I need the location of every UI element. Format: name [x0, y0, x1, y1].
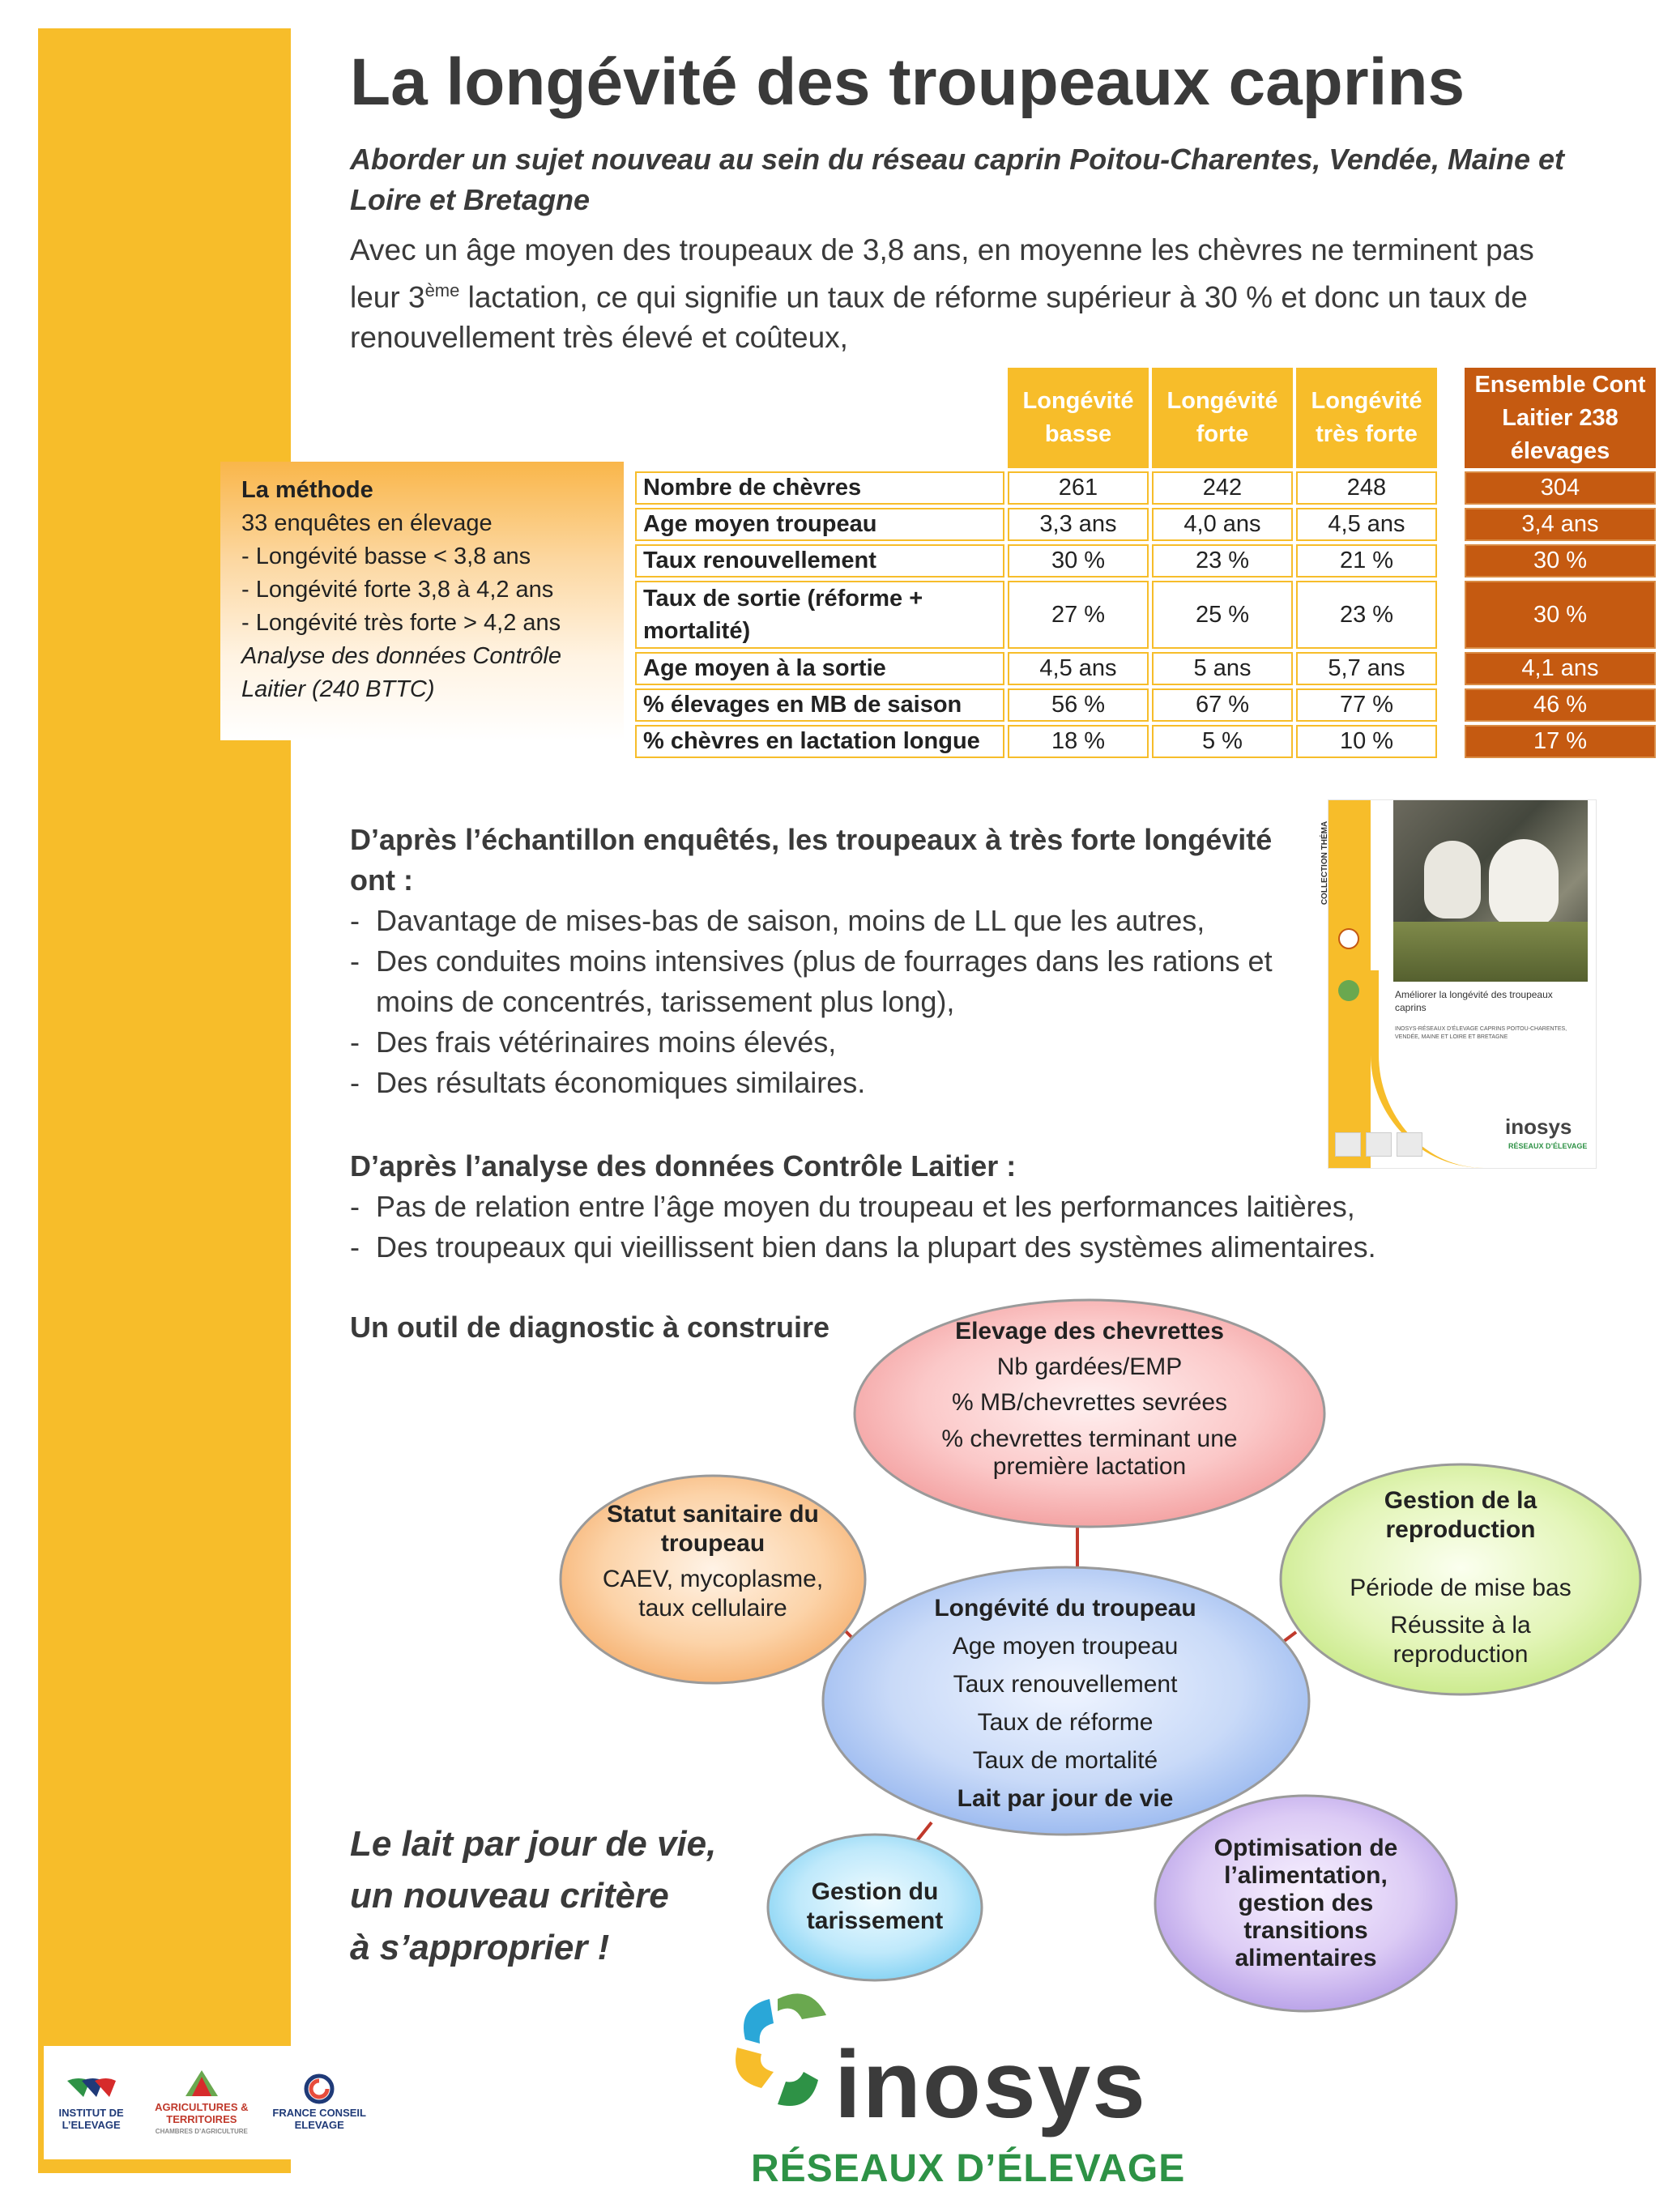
row-label: Age moyen troupeau [635, 508, 1004, 541]
page-subtitle: Aborder un sujet nouveau au sein du réseau caprin Poitou-Charentes, Vendée, Maine et Loire et Bretagne [350, 143, 1564, 216]
cell: 30 % [1008, 544, 1149, 578]
bubble-right-title: Gestion de la reproduction [1384, 1487, 1537, 1543]
ensemble-cell: 46 % [1465, 688, 1656, 722]
bubble-bl-title: Gestion du tarissement [806, 1878, 944, 1934]
inosys-logo [729, 1976, 1186, 2203]
cell: 5 ans [1152, 652, 1293, 685]
cell: 18 % [1008, 725, 1149, 758]
bubble-line: Age moyen troupeau [952, 1633, 1179, 1660]
bubble-center-last: Lait par jour de vie [957, 1785, 1174, 1812]
bubble-top-text [899, 1314, 1280, 1481]
cell: 21 % [1296, 544, 1437, 578]
partner-sub: CHAMBRES D’AGRICULTURE [155, 2127, 248, 2135]
row-label: Taux renouvellement [635, 544, 1004, 578]
institut-elevage-logo [44, 2074, 139, 2131]
cell: 242 [1152, 471, 1293, 505]
bubble-line: Période de mise bas [1350, 1575, 1572, 1601]
cell: 4,5 ans [1008, 652, 1149, 685]
intro-superscript: ème [424, 280, 460, 300]
methode-note: Analyse des données Contrôle Laitier (240 BTTC) [241, 643, 561, 702]
bubble-left-title: Statut sanitaire du troupeau [607, 1501, 819, 1557]
bubble-line: % chevrettes terminant une première lactation [941, 1426, 1238, 1480]
list-item: - Pas de relation entre l’âge moyen du troupeau et les performances laitières, [350, 1187, 1500, 1227]
bubble-line: Taux de mortalité [972, 1747, 1158, 1774]
cell: 25 % [1152, 581, 1293, 649]
inosys-tag: RÉSEAUX D’ÉLEVAGE [751, 2147, 1186, 2190]
bubble-bl-text [790, 1877, 960, 1936]
partner-name: INSTITUT DE L’ELEVAGE [58, 2107, 124, 2131]
ensemble-cell: 3,4 ans [1465, 508, 1656, 541]
row-label: Taux de sortie (réforme + mortalité) [635, 581, 1004, 649]
list-item: - Des résultats économiques similaires. [350, 1063, 1306, 1103]
bubble-center-title: Longévité du troupeau [934, 1595, 1196, 1622]
findings-title: D’après l’échantillon enquêtés, les troupeaux à très forte longévité ont : [350, 823, 1273, 897]
ensemble-cell: 4,1 ans [1465, 652, 1656, 685]
ensemble-cell: 30 % [1465, 581, 1656, 649]
list-item: - Des conduites moins intensives (plus de fourrages dans les rations et moins de concentrés, tarissement plus long), [350, 941, 1306, 1022]
slogan-line: à s’approprier ! [350, 1928, 610, 1967]
list-item: - Des troupeaux qui vieillissent bien dans la plupart des systèmes alimentaires. [350, 1227, 1500, 1268]
cell: 4,5 ans [1296, 508, 1437, 541]
partner-name: FRANCE CONSEIL ELEVAGE [272, 2107, 366, 2131]
cell: 248 [1296, 471, 1437, 505]
partner-logos [44, 2046, 374, 2159]
slogan-line: Le lait par jour de vie, [350, 1824, 717, 1864]
bubble-line: % MB/chevrettes sevrées [951, 1389, 1228, 1416]
france-conseil-elevage-icon [293, 2074, 345, 2103]
cover-inosys-logo: inosys [1505, 1115, 1572, 1139]
methode-title: La méthode [241, 477, 373, 503]
cell: 10 % [1296, 725, 1437, 758]
agricultures-territoires-icon [176, 2069, 228, 2098]
cover-spine-label: COLLECTION THÉMA [1320, 820, 1330, 906]
institut-elevage-icon [66, 2074, 117, 2103]
bubble-line: Taux de réforme [977, 1709, 1154, 1736]
page-title: La longévité des troupeaux caprins [350, 45, 1465, 119]
ensemble-cell: 30 % [1465, 544, 1656, 578]
slogan-line: un nouveau critère [350, 1876, 669, 1916]
bubble-line: Taux renouvellement [953, 1671, 1178, 1698]
header-longevite-basse: Longévité basse [1008, 368, 1149, 468]
header-longevite-tres-forte: Longévité très forte [1296, 368, 1437, 468]
methode-line: 33 enquêtes en élevage [241, 510, 493, 536]
methode-item: - Longévité basse < 3,8 ans [241, 543, 531, 569]
cover-reseau-label: RÉSEAUX D’ÉLEVAGE [1508, 1142, 1588, 1150]
controle-laitier-title: D’après l’analyse des données Contrôle Laitier : [350, 1149, 1017, 1183]
cell: 5 % [1152, 725, 1293, 758]
bubble-center-text [867, 1589, 1264, 1818]
bubble-line: CAEV, mycoplasme, taux cellulaire [602, 1566, 824, 1622]
cell: 27 % [1008, 581, 1149, 649]
bubble-left-text [591, 1500, 834, 1623]
methode-item: - Longévité très forte > 4,2 ans [241, 610, 561, 636]
intro-text-2: lactation, ce qui signifie un taux de réforme supérieur à 30 % et donc un taux de renouvellement très élevé et coûteux, [350, 280, 1528, 355]
cover-title: Améliorer la longévité des troupeaux caprins [1395, 989, 1553, 1013]
agricultures-territoires-logo [139, 2069, 264, 2137]
header-ensemble: Ensemble Cont Laitier 238 élevages [1465, 368, 1656, 468]
cell: 3,3 ans [1008, 508, 1149, 541]
inosys-word: inosys [834, 2031, 1147, 2138]
row-label: Age moyen à la sortie [635, 652, 1004, 685]
row-label: Nombre de chèvres [635, 471, 1004, 505]
cell: 56 % [1008, 688, 1149, 722]
partner-name: AGRICULTURES & TERRITOIRES [155, 2100, 249, 2125]
cell: 67 % [1152, 688, 1293, 722]
cell: 5,7 ans [1296, 652, 1437, 685]
list-item: - Davantage de mises-bas de saison, moins de LL que les autres, [350, 901, 1306, 941]
list-item: - Des frais vétérinaires moins élevés, [350, 1022, 1306, 1063]
cell: 4,0 ans [1152, 508, 1293, 541]
cell: 261 [1008, 471, 1149, 505]
france-conseil-elevage-logo [264, 2074, 374, 2131]
intro-text-1: Avec un âge moyen des troupeaux de 3,8 ans, en moyenne les chèvres ne terminent pas leur 3 [350, 233, 1534, 314]
cell: 23 % [1296, 581, 1437, 649]
cover-subtitle: INOSYS-RÉSEAUX D’ÉLEVAGE CAPRINS POITOU-CHARENTES, VENDÉE, MAINE ET LOIRE ET BRETAGNE [1395, 1026, 1567, 1040]
ensemble-cell: 17 % [1465, 725, 1656, 758]
cell: 77 % [1296, 688, 1437, 722]
methode-item: - Longévité forte 3,8 à 4,2 ans [241, 577, 554, 603]
bubble-line: Réussite à la reproduction [1390, 1612, 1531, 1668]
diagnostic-title: Un outil de diagnostic à construire [350, 1311, 830, 1344]
row-label: % chèvres en lactation longue [635, 725, 1004, 758]
ensemble-cell: 304 [1465, 471, 1656, 505]
bubble-top-title: Elevage des chevrettes [955, 1318, 1224, 1345]
row-label: % élevages en MB de saison [635, 688, 1004, 722]
bubble-line: Nb gardées/EMP [996, 1353, 1183, 1380]
cell: 23 % [1152, 544, 1293, 578]
bubble-br-title: Optimisation de l’alimentation, gestion des transitions alimentaires [1213, 1835, 1398, 1971]
slogan [350, 1818, 716, 1974]
header-longevite-forte: Longévité forte [1152, 368, 1293, 468]
bubble-br-text [1184, 1835, 1427, 1972]
inosys-swirl-icon [729, 1983, 842, 2145]
bubble-right-text [1319, 1486, 1602, 1669]
